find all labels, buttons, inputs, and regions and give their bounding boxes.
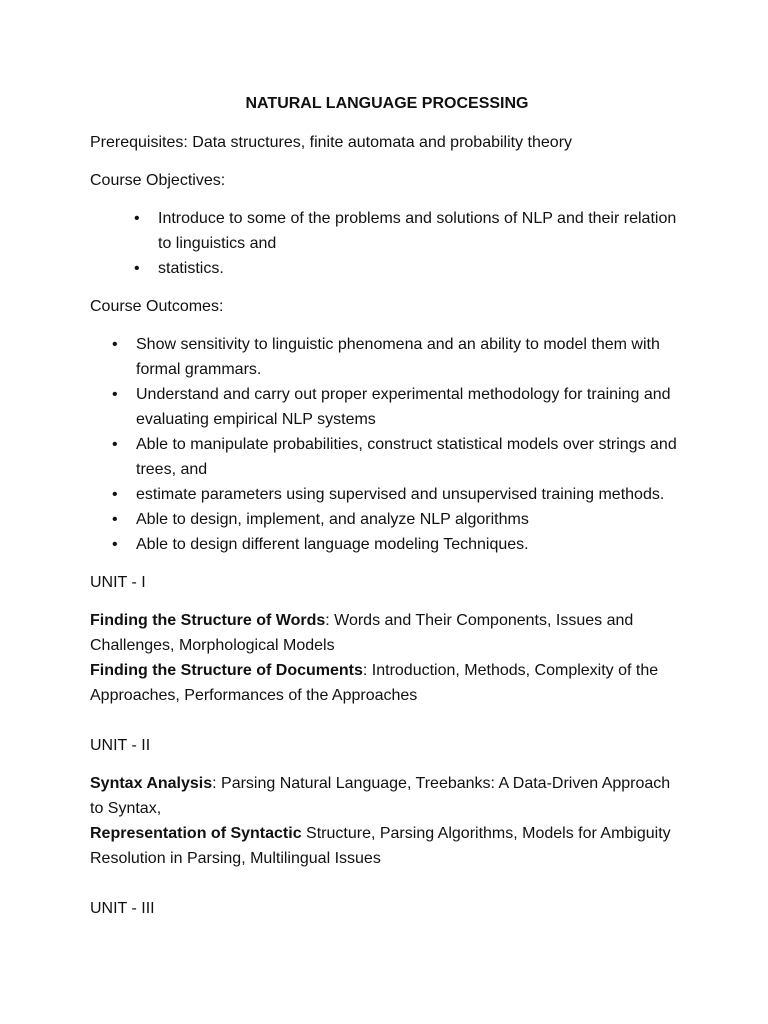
document-title: NATURAL LANGUAGE PROCESSING	[245, 95, 529, 112]
list-item	[90, 256, 678, 281]
bullet-icon: •	[112, 436, 118, 453]
topic-paragraph	[90, 658, 678, 708]
unit-heading: UNIT - II	[90, 737, 151, 754]
bullet-icon: •	[112, 511, 118, 528]
outcome-text: Able to design different language modeling Techniques.	[136, 536, 529, 553]
objectives-heading: Course Objectives:	[90, 172, 226, 189]
list-item	[90, 507, 678, 532]
list-item	[90, 206, 678, 256]
outcome-text: Understand and carry out proper experimental methodology for training and evaluating empirical NLP systems	[136, 386, 671, 428]
bullet-icon: •	[134, 210, 140, 227]
topic-paragraph	[90, 771, 678, 821]
list-item	[90, 332, 678, 382]
topic-paragraph	[90, 821, 678, 871]
bullet-icon: •	[112, 386, 118, 403]
unit-heading: UNIT - I	[90, 574, 146, 591]
objectives-list	[90, 206, 678, 281]
topic-description: : Parsing Natural Language, Treebanks: A Data-Driven Approach to Syntax,	[90, 775, 671, 817]
bullet-icon: •	[112, 336, 118, 353]
list-item	[90, 382, 678, 432]
topic-title: Representation of Syntactic	[90, 825, 302, 842]
topic-description: : Words and Their Components, Issues and Challenges, Morphological Models	[90, 612, 634, 654]
prerequisites-text: Prerequisites: Data structures, finite automata and probability theory	[90, 134, 573, 151]
outcome-text: estimate parameters using supervised and unsupervised training methods.	[136, 486, 665, 503]
topic-title: Syntax Analysis	[90, 775, 213, 792]
unit-heading: UNIT - III	[90, 900, 155, 917]
unit-topics	[90, 608, 678, 708]
list-item	[90, 532, 678, 557]
outcomes-heading: Course Outcomes:	[90, 298, 224, 315]
outcome-text: Able to design, implement, and analyze NLP algorithms	[136, 511, 529, 528]
topic-description: Structure, Parsing Algorithms, Models for Ambiguity Resolution in Parsing, Multilingual Issues	[90, 825, 671, 867]
outcome-text: Show sensitivity to linguistic phenomena and an ability to model them with formal grammars.	[136, 336, 660, 378]
list-item	[90, 432, 678, 482]
outcomes-list	[90, 332, 678, 557]
bullet-icon: •	[112, 486, 118, 503]
bullet-icon: •	[112, 536, 118, 553]
topic-paragraph	[90, 608, 678, 658]
objective-text: Introduce to some of the problems and solutions of NLP and their relation to linguistics and	[158, 210, 677, 252]
topic-title: Finding the Structure of Words	[90, 612, 326, 629]
outcome-text: Able to manipulate probabilities, construct statistical models over strings and trees, and	[136, 436, 677, 478]
topic-title: Finding the Structure of Documents	[90, 662, 363, 679]
objective-text: statistics.	[158, 260, 224, 277]
list-item	[90, 482, 678, 507]
bullet-icon: •	[134, 260, 140, 277]
topic-description: : Introduction, Methods, Complexity of the Approaches, Performances of the Approaches	[90, 662, 659, 704]
unit-topics	[90, 771, 678, 871]
